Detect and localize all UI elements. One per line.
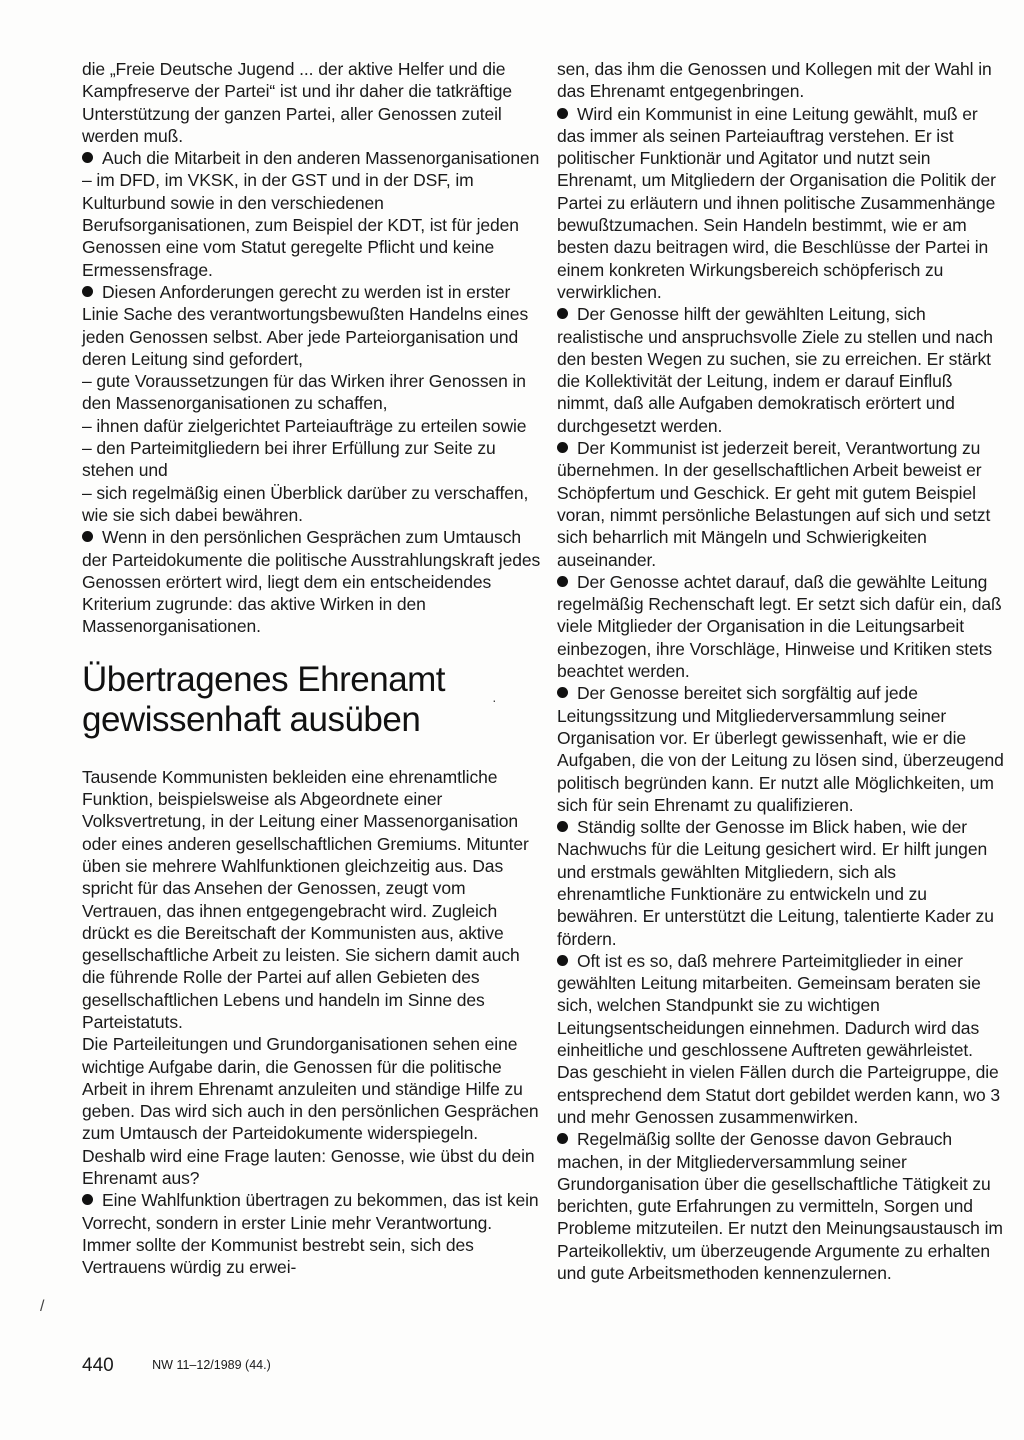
bullet-paragraph [82,281,542,370]
paragraph-text: Eine Wahlfunktion übertragen zu bekommen, das ist kein Vorrecht, sondern in erster Linie mehr Verantwortung. Immer sollte der Kommunist bestrebt sein, sich des Vertrauens würdig zu erwei- [82,1190,539,1278]
source-citation: NW 11–12/1989 (44.) [152,1358,271,1372]
bullet-icon [557,576,568,587]
paragraph: sen, das ihm die Genossen und Kollegen mit der Wahl in das Ehrenamt entgegenbringen. [557,59,992,102]
bullet-paragraph [557,103,1005,304]
heading-line: gewissenhaft ausüben [82,699,421,739]
bullet-paragraph [557,816,1005,950]
bullet-icon [557,687,568,698]
bullet-paragraph [82,147,542,281]
paragraph: Tausende Kommunisten bekleiden eine ehrenamtliche Funktion, beispielsweise als Abgeordnete einer Volksvertretung, in der Leitung einer Massenorganisation oder eines anderen gesellschaftlichen Gremiums. Mitunter üben sie mehrere Wahlfunktionen gleichzeitig aus. Das spricht für das Ansehen der Genossen, zeugt vom Vertrauen, das ihnen entgegengebracht wird. Zugleich drückt es die Bereitschaft der Kommunisten aus, aktive gesellschaftliche Arbeit zu leisten. Sie sichern damit auch die führende Rolle der Partei auf allen Gebieten des gesellschaftlichen Lebens und handeln im Sinne des Parteistatuts. [82,766,529,1032]
dash-item: – den Parteimitgliedern bei ihrer Erfüllung zur Seite zu stehen und [82,438,496,481]
left-column [82,58,542,1279]
section-heading [82,660,542,740]
paragraph-text: Der Kommunist ist jederzeit bereit, Verantwortung zu übernehmen. In der gesellschaftlichen Arbeit beweist er Schöpfertum und Geschick. Er geht mit gutem Beispiel voran, nimmt persönliche Belastungen auf sich und setzt sich beharrlich mit Mängeln und Schwierigkeiten auseinander. [557,438,991,570]
dash-item: – gute Voraussetzungen für das Wirken ihrer Genossen in den Massenorganisationen zu schaffen, [82,371,526,414]
paragraph: Die Parteileitungen und Grundorganisationen sehen eine wichtige Aufgabe darin, die Genossen für die politische Arbeit in ihrem Ehrenamt anzuleiten und ständige Hilfe zu geben. Das wird sich auch in den persönlichen Gesprächen zum Umtausch der Parteidokumente widerspiegeln. Deshalb wird eine Frage lauten: Genosse, wie übst du dein Ehrenamt aus? [82,1034,539,1189]
bullet-paragraph [557,571,1005,682]
bullet-paragraph [557,303,1005,437]
page-footer [82,1355,271,1377]
bullet-paragraph [557,682,1005,816]
bullet-icon [82,1194,93,1205]
heading-line: Übertragenes Ehrenamt [82,659,446,699]
paragraph-text: Der Genosse hilft der gewählten Leitung, sich realistische und anspruchsvolle Ziele zu stellen und nach den besten Wegen zu suchen, sie zu erreichen. Er stärkt die Kollektivität der Leitung, indem er darauf Einfluß nimmt, daß alle Aufgaben demokratisch erörtert und durchgesetzt werden. [557,304,993,436]
paragraph-text: Der Genosse achtet darauf, daß die gewählte Leitung regelmäßig Rechenschaft legt. Er setzt sich dafür ein, daß viele Mitglieder der Organisation in die Leitungsarbeit einbezogen, ihre Vorschläge, Hinweise und Kritiken stets beachtet werden. [557,571,1002,682]
paragraph-text: Wenn in den persönlichen Gesprächen zum Umtausch der Parteidokumente die politische Ausstrahlungskraft jedes Genossen erörtert wird, liegt dem ein entscheidendes Kriterium zugrunde: das aktive Wirken in den Massenorganisationen. [82,527,541,637]
paragraph-text: Wird ein Kommunist in eine Leitung gewählt, muß er das immer als seinen Parteiauftrag verstehen. Er ist politischer Funktionär und Agitator und nutzt sein Ehrenamt, um Mitgliedern der Organisation die Politik der Partei zu erläutern und ihnen politische Zusammenhänge bewußtzumachen. Sein Handeln bestimmt, wie er am besten dazu beitragen wird, die Beschlüsse der Partei in einem konkreten Wirkungsbereich schöpferisch zu verwirklichen. [557,103,996,302]
bullet-paragraph [557,1128,1005,1284]
bullet-icon [557,308,568,319]
page-number: 440 [82,1355,114,1376]
bullet-icon [557,955,568,966]
bullet-icon [82,286,93,297]
right-column [557,58,1005,1284]
bullet-paragraph [557,437,1005,571]
dash-item: – ihnen dafür zielgerichtet Parteiaufträge zu erteilen sowie [82,415,527,436]
bullet-icon [82,531,93,542]
scan-mark: / [40,1298,45,1315]
paragraph: die „Freie Deutsche Jugend ... der aktive Helfer und die Kampfreserve der Partei“ ist und ihr daher die tatkräftige Unterstützung der ganzen Partei, aller Genossen zuteil werden muß. [82,59,512,146]
dash-item: – sich regelmäßig einen Überblick darüber zu verschaffen, wie sie sich dabei bewähren. [82,482,529,525]
bullet-icon [557,442,568,453]
bullet-paragraph [557,950,1005,1128]
paragraph-text: Diesen Anforderungen gerecht zu werden ist in erster Linie Sache des verantwortungsbewußten Handelns eines jeden Genossen selbst. Aber jede Parteiorganisation und deren Leitung sind gefordert, [82,281,529,369]
paragraph-text: Regelmäßig sollte der Genosse davon Gebrauch machen, in der Mitgliederversammlung seiner Grundorganisation über die gesellschaftliche Tätigkeit zu berichten, gute Erfahrungen zu vermitteln, Sorgen und Probleme mitzuteilen. Er nutzt den Meinungsaustausch im Parteikollektiv, um überzeugende Argumente zu erhalten und gute Arbeitsmethoden kennenzulernen. [557,1129,1003,1284]
paragraph-text: Der Genosse bereitet sich sorgfältig auf jede Leitungssitzung und Mitgliederversammlung seiner Organisation vor. Er überlegt gewissenhaft, wie er die Aufgaben, die von der Leitung zu lösen sind, überzeugend politisch begründen kann. Er nutzt alle Möglichkeiten, um sich für sein Ehrenamt zu qualifizieren. [557,683,1004,815]
bullet-icon [82,152,93,163]
bullet-icon [557,1133,568,1144]
bullet-paragraph [82,526,542,637]
scan-mark: · [492,692,497,708]
paragraph-text: Auch die Mitarbeit in den anderen Massenorganisationen – im DFD, im VKSK, in der GST und in der DSF, im Kulturbund sowie in den verschiedenen Berufsorganisationen, zum Beispiel der KDT, ist für jeden Genossen eine vom Statut geregelte Pflicht und keine Ermessensfrage. [82,148,540,280]
bullet-paragraph [82,1189,542,1278]
bullet-icon [557,821,568,832]
paragraph-text: Ständig sollte der Genosse im Blick haben, wie der Nachwuchs für die Leitung gesichert wird. Er hilft jungen und erstmals gewählten Mitgliedern, sich als ehrenamtliche Funktionäre zu entwickeln und zu bewähren. Er unterstützt die Leitung, talentierte Kader zu fördern. [557,817,994,949]
bullet-icon [557,108,568,119]
paragraph-text: Oft ist es so, daß mehrere Parteimitglieder in einer gewählten Leitung mitarbeiten. Gemeinsam beraten sie sich, welchen Standpunkt sie zu wichtigen Leitungsentscheidungen einnehmen. Dadurch wird das einheitliche und geschlossene Auftreten gewährleistet. Das geschieht in vielen Fällen durch die Parteigruppe, die entsprechend dem Statut dort gebildet werden kann, wo 3 und mehr Genossen zusammenwirken. [557,950,1000,1127]
